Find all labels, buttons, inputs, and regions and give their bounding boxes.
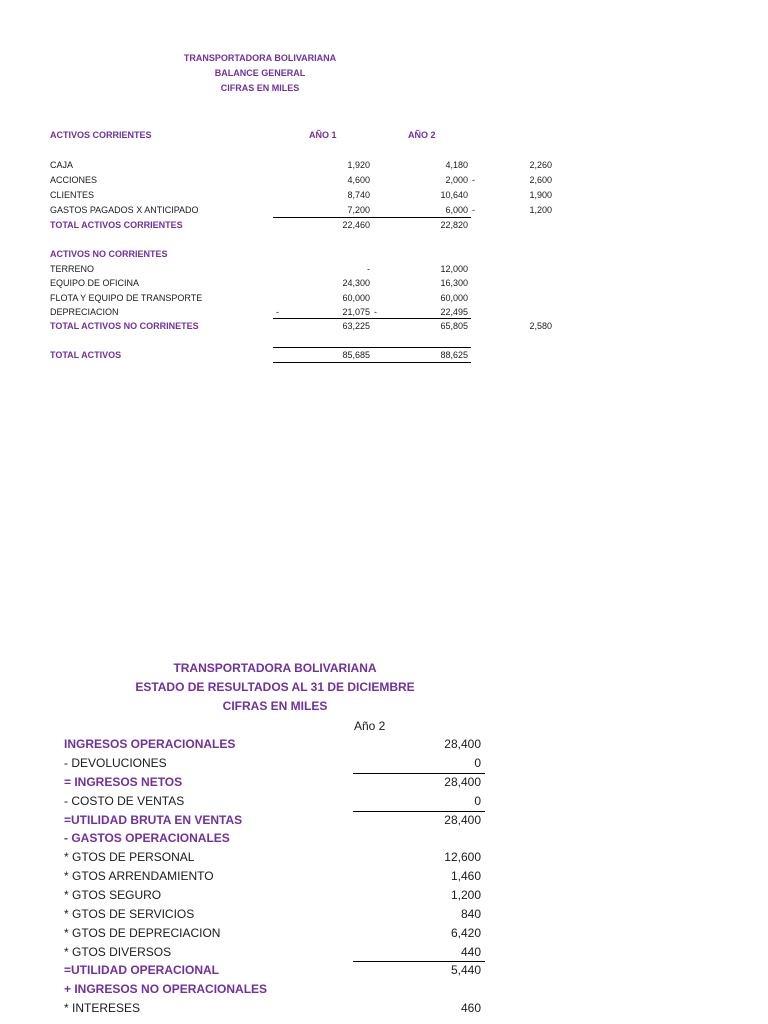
row-label: FLOTA Y EQUIPO DE TRANSPORTE xyxy=(50,293,203,303)
row-year1: - xyxy=(367,264,370,274)
results-row-value: 28,400 xyxy=(444,737,481,751)
row-year1: 24,300 xyxy=(342,278,370,288)
row-label: CLIENTES xyxy=(50,190,95,200)
results-row-label: - COSTO DE VENTAS xyxy=(64,794,185,808)
results-row-label: * GTOS DE PERSONAL xyxy=(64,850,195,864)
balance-title-company: TRANSPORTADORA BOLIVARIANA xyxy=(183,53,337,63)
row-year2: 22,495 xyxy=(440,307,468,317)
row-year1: 4,600 xyxy=(347,175,370,185)
total-noncurrent-label: TOTAL ACTIVOS NO CORRINETES xyxy=(50,321,199,331)
divider-line xyxy=(273,362,471,363)
results-title-report: ESTADO DE RESULTADOS AL 31 DE DICIEMBRE xyxy=(135,680,415,694)
results-row-label: * GTOS DE DEPRECIACION xyxy=(64,926,221,940)
results-row-label: = INGRESOS NETOS xyxy=(64,775,183,789)
total-current-label: TOTAL ACTIVOS CORRIENTES xyxy=(50,220,183,230)
results-row-value: 1,460 xyxy=(450,869,481,883)
year2-header: AÑO 2 xyxy=(408,130,436,140)
results-row-label: - GASTOS OPERACIONALES xyxy=(64,831,230,845)
row-year2: 12,000 xyxy=(440,264,468,274)
row-label: TERRENO xyxy=(50,264,95,274)
results-row-value: 0 xyxy=(474,756,481,770)
results-row-label: * GTOS SEGURO xyxy=(64,888,162,902)
total-current-year1: 22,460 xyxy=(342,220,370,230)
results-row-value: 1,200 xyxy=(450,888,481,902)
results-row-label: - DEVOLUCIONES xyxy=(64,756,167,770)
results-row-value: 460 xyxy=(460,1001,481,1015)
total-assets-year1: 85,685 xyxy=(342,350,370,360)
results-row-label: * GTOS DIVERSOS xyxy=(64,945,172,959)
divider-line xyxy=(273,347,471,348)
results-row-value: 12,600 xyxy=(444,850,481,864)
row-diff: 1,900 xyxy=(529,190,552,200)
row-diff: 2,260 xyxy=(529,160,552,170)
row-mark: - xyxy=(472,175,475,185)
row-label: DEPRECIACION xyxy=(50,307,119,317)
results-row-label: =UTILIDAD OPERACIONAL xyxy=(64,963,220,977)
divider-line xyxy=(273,318,471,319)
row-premark: - xyxy=(276,307,279,317)
results-title-units: CIFRAS EN MILES xyxy=(222,699,328,713)
results-row-value: 0 xyxy=(474,794,481,808)
row-year2: 4,180 xyxy=(445,160,468,170)
row-label: ACCIONES xyxy=(50,175,98,185)
results-row-value: 28,400 xyxy=(444,813,481,827)
results-row-label: * GTOS DE SERVICIOS xyxy=(64,907,195,921)
divider-line xyxy=(273,217,471,218)
results-row-label: * GTOS ARRENDAMIENTO xyxy=(64,869,214,883)
results-row-label: =UTILIDAD BRUTA EN VENTAS xyxy=(64,813,243,827)
results-col-header: Año 2 xyxy=(354,719,386,733)
row-year2: 2,000 xyxy=(445,175,468,185)
results-row-value: 840 xyxy=(460,907,481,921)
row-diff: 2,600 xyxy=(529,175,552,185)
total-noncurrent-year2: 65,805 xyxy=(440,321,468,331)
row-label: GASTOS PAGADOS X ANTICIPADO xyxy=(50,205,199,215)
results-row-value: 5,440 xyxy=(450,963,481,977)
row-year1: 60,000 xyxy=(342,293,370,303)
row-year1: 8,740 xyxy=(347,190,370,200)
row-label: EQUIPO DE OFICINA xyxy=(50,278,140,288)
results-row-value: 28,400 xyxy=(444,775,481,789)
row-year1: 7,200 xyxy=(347,205,370,215)
results-row-label: INGRESOS OPERACIONALES xyxy=(64,737,236,751)
balance-title-units: CIFRAS EN MILES xyxy=(220,83,300,93)
results-row-value: 440 xyxy=(460,945,481,959)
results-row-label: * INTERESES xyxy=(64,1001,141,1015)
row-year2: 10,640 xyxy=(440,190,468,200)
balance-title-report: BALANCE GENERAL xyxy=(214,68,306,78)
results-title-company: TRANSPORTADORA BOLIVARIANA xyxy=(173,661,377,675)
noncurrent-assets-heading: ACTIVOS NO CORRIENTES xyxy=(50,249,168,259)
row-mark: - xyxy=(374,307,377,317)
row-year2: 6,000 xyxy=(445,205,468,215)
total-noncurrent-year1: 63,225 xyxy=(342,321,370,331)
total-noncurrent-diff: 2,580 xyxy=(529,321,552,331)
row-year2: 16,300 xyxy=(440,278,468,288)
row-year1: 21,075 xyxy=(342,307,370,317)
total-assets-label: TOTAL ACTIVOS xyxy=(50,350,122,360)
row-year1: 1,920 xyxy=(347,160,370,170)
total-current-year2: 22,820 xyxy=(440,220,468,230)
results-row-label: + INGRESOS NO OPERACIONALES xyxy=(64,982,268,996)
row-year2: 60,000 xyxy=(440,293,468,303)
year1-header: AÑO 1 xyxy=(309,130,337,140)
row-mark: - xyxy=(472,205,475,215)
current-assets-heading: ACTIVOS CORRIENTES xyxy=(50,130,152,140)
row-label: CAJA xyxy=(50,160,74,170)
row-diff: 1,200 xyxy=(529,205,552,215)
results-row-value: 6,420 xyxy=(450,926,481,940)
total-assets-year2: 88,625 xyxy=(440,350,468,360)
